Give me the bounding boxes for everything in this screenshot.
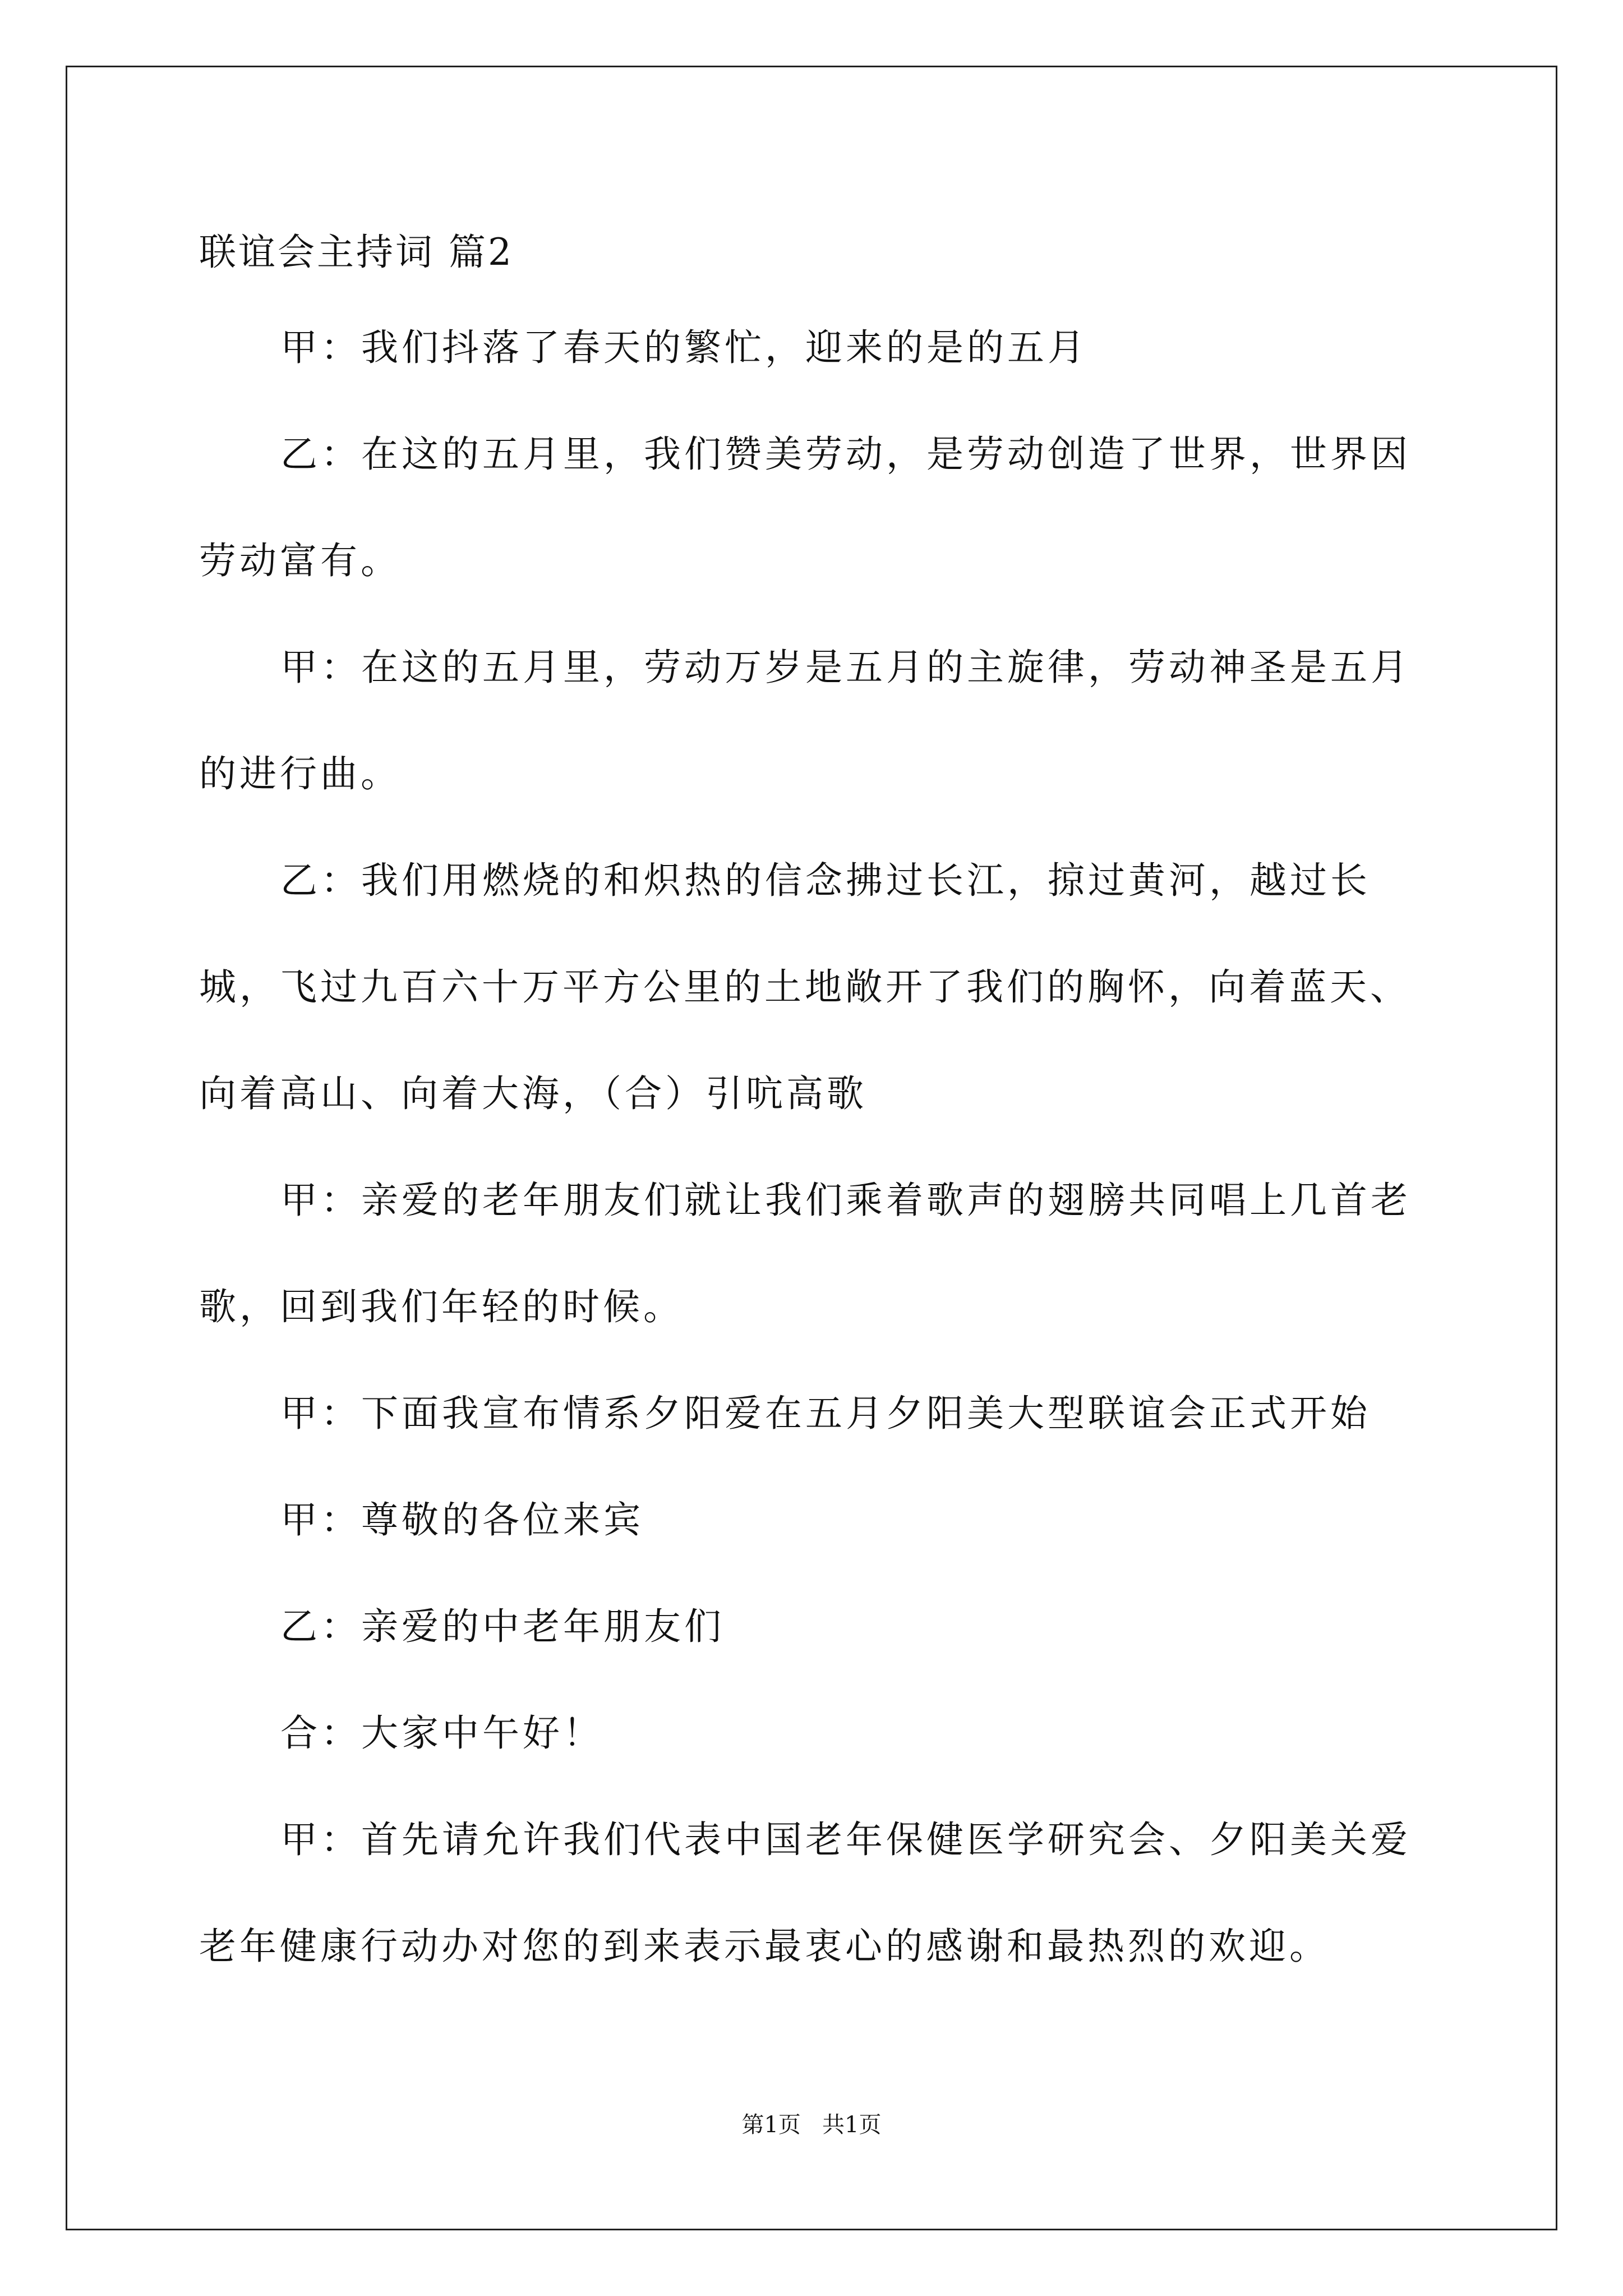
paragraph-10: 甲：首先请允许我们代表中国老年保健医学研究会、夕阳美关爱老年健康行动办对您的到来表示最衷心的感谢和最热烈的欢迎。 <box>199 1818 1411 1968</box>
paragraph-8: 乙：亲爱的中老年朋友们 <box>280 1605 725 1648</box>
paragraph-3: 甲：在这的五月里，劳动万岁是五月的主旋律，劳动神圣是五月的进行曲。 <box>199 646 1411 795</box>
paragraph-5: 甲：亲爱的老年朋友们就让我们乘着歌声的翅膀共同唱上几首老歌，回到我们年轻的时候。 <box>199 1179 1411 1328</box>
paragraph-2: 乙：在这的五月里，我们赞美劳动，是劳动创造了世界，世界因劳动富有。 <box>199 432 1411 582</box>
paragraph-6: 甲：下面我宣布情系夕阳爱在五月夕阳美大型联谊会正式开始 <box>280 1392 1371 1435</box>
document-title: 联谊会主持词 篇2 <box>199 231 514 274</box>
page-number-footer: 第1页 共1页 <box>741 2112 882 2138</box>
paragraph-1: 甲：我们抖落了春天的繁忙，迎来的是的五月 <box>280 326 1088 369</box>
paragraph-7: 甲：尊敬的各位来宾 <box>280 1498 644 1542</box>
paragraph-9: 合：大家中午好！ <box>280 1711 603 1755</box>
paragraph-4: 乙：我们用燃烧的和炽热的信念拂过长江，掠过黄河，越过长城，飞过九百六十万平方公里的土地敞开了我们的胸怀，向着蓝天、向着高山、向着大海，（合）引吭高歌 <box>199 859 1410 1115</box>
